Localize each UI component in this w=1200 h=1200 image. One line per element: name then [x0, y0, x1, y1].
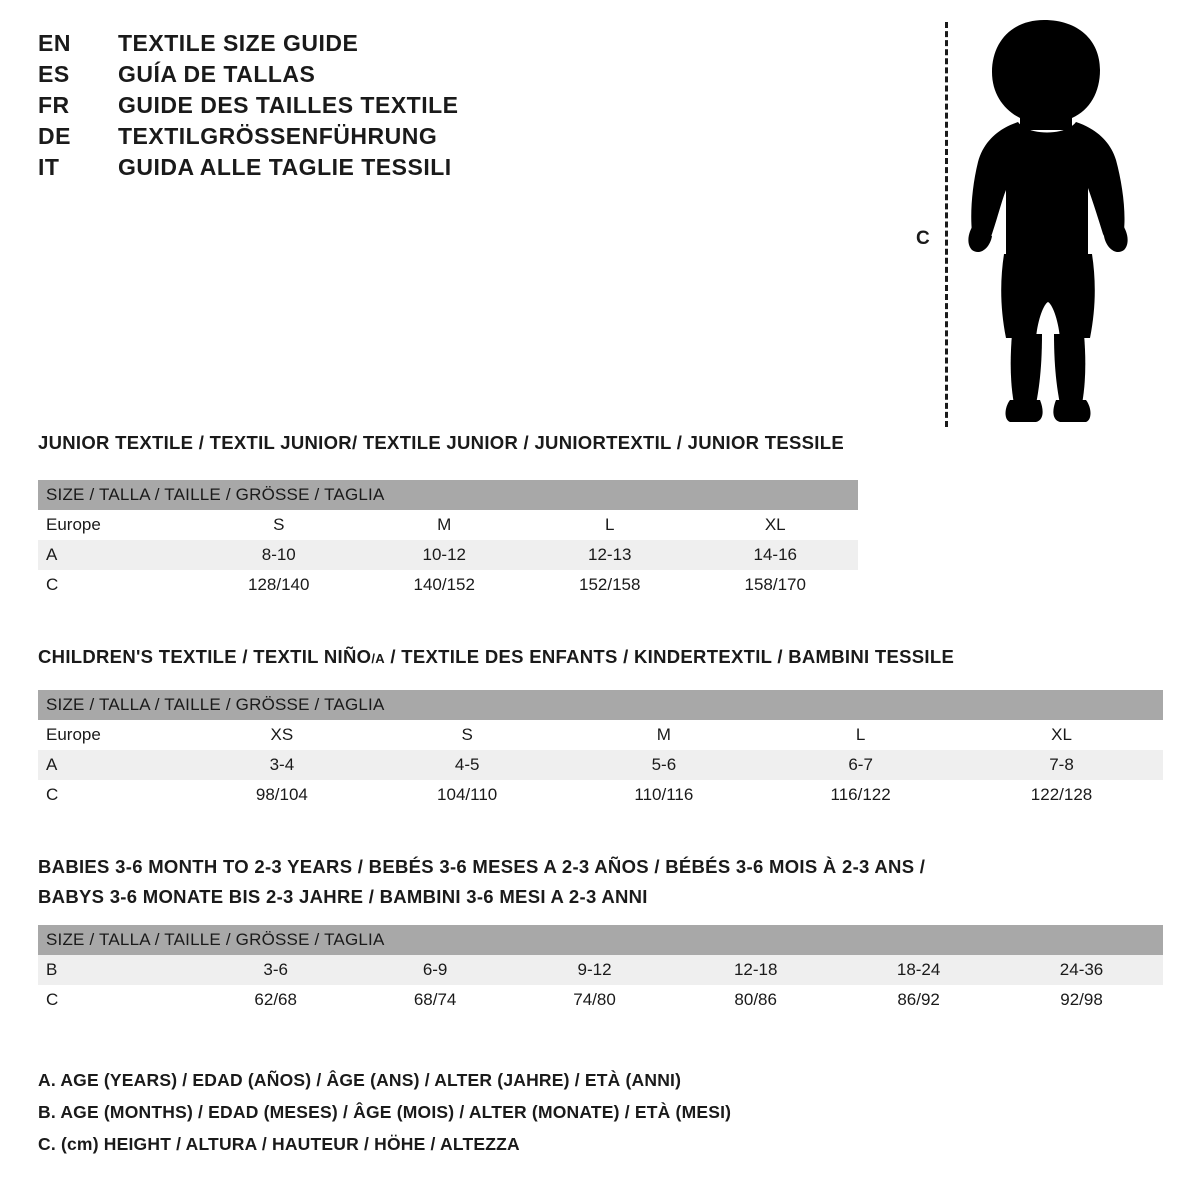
table-row [38, 780, 1163, 810]
cell: 104/110 [368, 780, 567, 810]
table-header-label: SIZE / TALLA / TAILLE / GRÖSSE / TAGLIA [38, 480, 858, 510]
legend-block [38, 1070, 731, 1166]
cell: XL [960, 720, 1163, 750]
language-row [38, 123, 898, 150]
row-label: A [38, 540, 196, 570]
cell: 5-6 [567, 750, 762, 780]
cell: XS [196, 720, 368, 750]
section-title-children-pre: CHILDREN'S TEXTILE / TEXTIL NIÑO [38, 646, 372, 667]
legend-line-c-pre: C. [38, 1134, 61, 1154]
cell: 116/122 [761, 780, 960, 810]
junior-size-table [38, 480, 858, 600]
row-label: C [38, 780, 196, 810]
cell: 152/158 [527, 570, 693, 600]
table-row [38, 720, 1163, 750]
language-title: TEXTILE SIZE GUIDE [118, 30, 359, 56]
legend-line-c-cm: (cm) [60, 1134, 99, 1154]
cell: 10-12 [362, 540, 528, 570]
row-label: C [38, 985, 196, 1015]
cell: 24-36 [1000, 955, 1163, 985]
cell: 62/68 [196, 985, 355, 1015]
cell: 9-12 [515, 955, 674, 985]
language-title: GUIDA ALLE TAGLIE TESSILI [118, 154, 452, 180]
table-row [38, 750, 1163, 780]
language-code: FR [38, 92, 70, 118]
language-code: DE [38, 123, 71, 149]
cell: 3-6 [196, 955, 355, 985]
child-silhouette-icon [948, 18, 1148, 428]
language-code: EN [38, 30, 71, 56]
table-header-row [38, 690, 1163, 720]
cell: 74/80 [515, 985, 674, 1015]
cell: 140/152 [362, 570, 528, 600]
cell: 3-4 [196, 750, 368, 780]
cell: 14-16 [693, 540, 859, 570]
children-size-table [38, 690, 1163, 810]
cell: S [196, 510, 362, 540]
section-title-children-sub: /A [371, 651, 385, 666]
cell: 4-5 [368, 750, 567, 780]
babies-size-table [38, 925, 1163, 1015]
cell: 68/74 [355, 985, 514, 1015]
row-label: Europe [38, 720, 196, 750]
row-label: B [38, 955, 196, 985]
cell: 86/92 [837, 985, 1000, 1015]
cell: 158/170 [693, 570, 859, 600]
section-title-babies-line2: BABYS 3-6 MONATE BIS 2-3 JAHRE / BAMBINI 3-6 MESI A 2-3 ANNI [38, 886, 648, 907]
cell: 6-9 [355, 955, 514, 985]
measure-label-c: C [916, 228, 930, 249]
language-code: IT [38, 154, 60, 180]
table-row [38, 540, 858, 570]
cell: 128/140 [196, 570, 362, 600]
table-row [38, 510, 858, 540]
cell: M [362, 510, 528, 540]
language-row [38, 30, 898, 57]
language-title: GUÍA DE TALLAS [118, 61, 316, 87]
cell: XL [693, 510, 859, 540]
legend-line-a: A. AGE (YEARS) / EDAD (AÑOS) / ÂGE (ANS) / ALTER (JAHRE) / ETÀ (ANNI) [38, 1070, 682, 1090]
row-label: Europe [38, 510, 196, 540]
language-row [38, 154, 898, 181]
legend-line-c [38, 1134, 731, 1155]
section-title-children [38, 646, 954, 668]
table-header-label: SIZE / TALLA / TAILLE / GRÖSSE / TAGLIA [38, 690, 1163, 720]
cell: 12-13 [527, 540, 693, 570]
language-title: GUIDE DES TAILLES TEXTILE [118, 92, 459, 118]
cell: 6-7 [761, 750, 960, 780]
section-title-children-post: / TEXTILE DES ENFANTS / KINDERTEXTIL / BAMBINI TESSILE [384, 646, 955, 667]
language-title-block [38, 30, 898, 185]
cell: S [368, 720, 567, 750]
cell: 122/128 [960, 780, 1163, 810]
cell: 8-10 [196, 540, 362, 570]
cell: L [527, 510, 693, 540]
table-row [38, 570, 858, 600]
row-label: C [38, 570, 196, 600]
table-row [38, 985, 1163, 1015]
legend-line-c-post: HEIGHT / ALTURA / HAUTEUR / HÖHE / ALTEZZA [98, 1134, 520, 1154]
section-title-junior: JUNIOR TEXTILE / TEXTIL JUNIOR/ TEXTILE JUNIOR / JUNIORTEXTIL / JUNIOR TESSILE [38, 432, 844, 453]
cell: 80/86 [674, 985, 837, 1015]
row-label: A [38, 750, 196, 780]
table-header-row [38, 925, 1163, 955]
table-header-row [38, 480, 858, 510]
language-row [38, 92, 898, 119]
cell: M [567, 720, 762, 750]
cell: 18-24 [837, 955, 1000, 985]
language-code: ES [38, 61, 70, 87]
cell: 7-8 [960, 750, 1163, 780]
language-title: TEXTILGRÖSSENFÜHRUNG [118, 123, 438, 149]
table-header-label: SIZE / TALLA / TAILLE / GRÖSSE / TAGLIA [38, 925, 1163, 955]
height-measure-figure [900, 10, 1180, 430]
section-title-babies-line1: BABIES 3-6 MONTH TO 2-3 YEARS / BEBÉS 3-6 MESES A 2-3 AÑOS / BÉBÉS 3-6 MOIS À 2-3 ANS / [38, 856, 926, 877]
legend-line-b: B. AGE (MONTHS) / EDAD (MESES) / ÂGE (MOIS) / ALTER (MONATE) / ETÀ (MESI) [38, 1102, 732, 1122]
cell: 110/116 [567, 780, 762, 810]
cell: 98/104 [196, 780, 368, 810]
language-row [38, 61, 898, 88]
cell: L [761, 720, 960, 750]
cell: 12-18 [674, 955, 837, 985]
cell: 92/98 [1000, 985, 1163, 1015]
table-row [38, 955, 1163, 985]
